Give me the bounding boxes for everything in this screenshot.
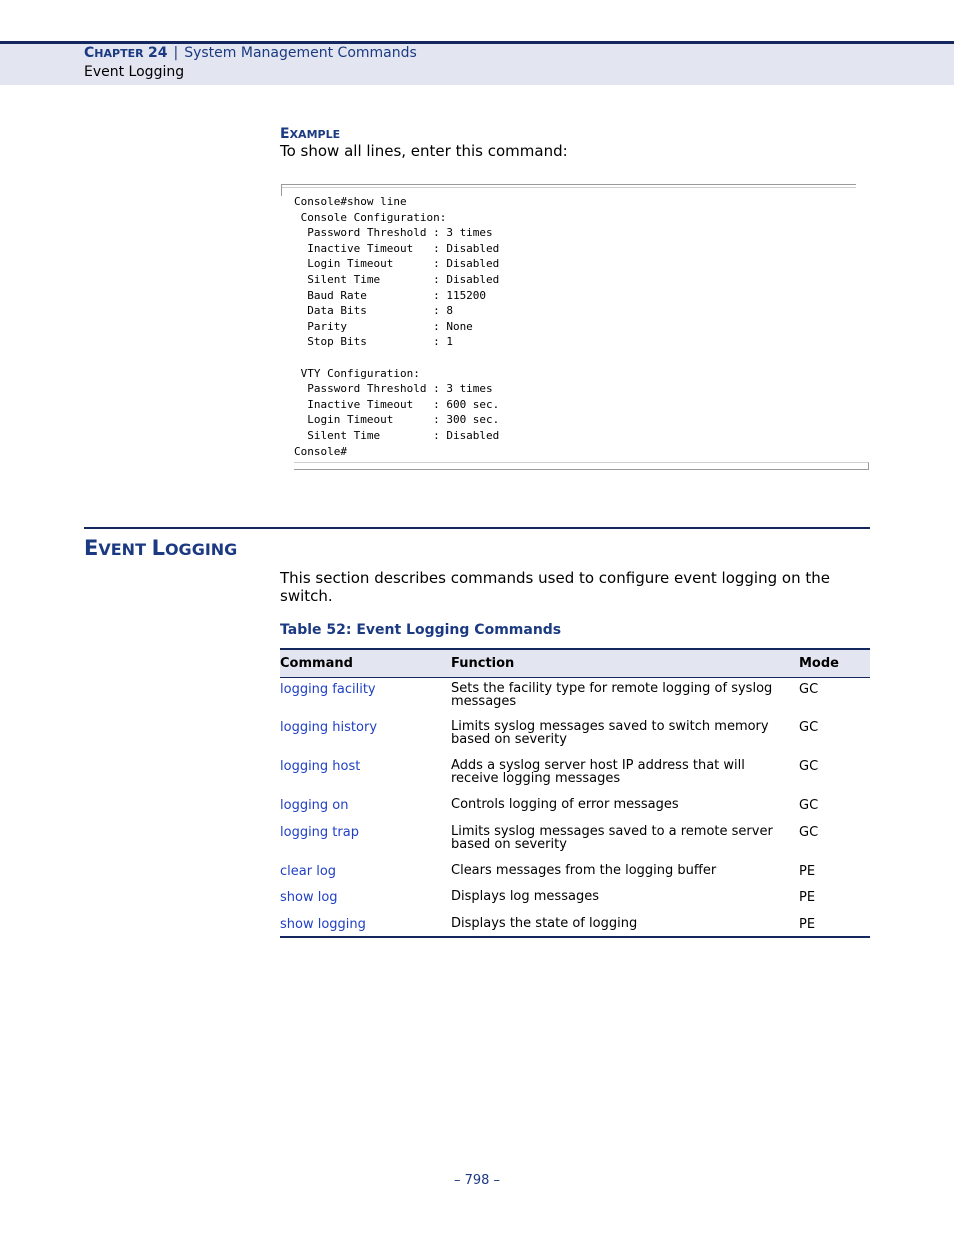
function-cell: [451, 821, 799, 860]
section-title-rest-2: OGGING: [164, 540, 238, 559]
command-link[interactable]: logging host: [280, 759, 361, 774]
example-text: To show all lines, enter this command:: [280, 142, 568, 160]
example-heading-rest: XAMPLE: [289, 128, 341, 141]
mode-cell: GC: [799, 681, 819, 697]
event-logging-commands-table: [280, 648, 870, 938]
code-box-left-rule: [281, 184, 284, 196]
code-line: Stop Bits : 1: [294, 335, 453, 349]
code-line: Data Bits : 8: [294, 304, 453, 318]
code-line: Silent Time : Disabled: [294, 428, 500, 442]
mode-cell: PE: [799, 913, 870, 937]
command-link[interactable]: logging trap: [280, 825, 359, 840]
code-line: [294, 350, 499, 366]
command-cell: [280, 677, 451, 716]
command-link[interactable]: show log: [280, 890, 338, 905]
function-cell: [451, 913, 799, 937]
code-box-bottom-rule: [294, 462, 869, 470]
code-listing: [294, 194, 499, 459]
command-link[interactable]: clear log: [280, 864, 337, 879]
function-cell: [451, 886, 799, 913]
command-cell: [280, 755, 451, 794]
chapter-initial: C: [84, 45, 95, 61]
table-row: [280, 886, 870, 913]
page-number: – 798 –: [453, 1173, 501, 1188]
code-line: Parity : None: [294, 319, 473, 333]
code-box-top-rule: [281, 184, 856, 188]
table-row: [280, 860, 870, 886]
chapter-title: System Management Commands: [184, 45, 417, 61]
function-text: Displays log messages: [451, 889, 599, 904]
chapter-header: [84, 45, 417, 61]
column-header-mode: Mode: [799, 649, 870, 677]
table-row: [280, 755, 870, 794]
function-cell: [451, 794, 799, 821]
mode-cell: PE: [799, 864, 816, 879]
command-link[interactable]: logging on: [280, 798, 349, 813]
mode-cell: GC: [799, 759, 819, 774]
header-separator: |: [173, 45, 179, 61]
column-header-function: Function: [451, 649, 799, 677]
chapter-number: 24: [148, 45, 168, 61]
table-row: [280, 821, 870, 860]
code-example-box: [281, 184, 869, 472]
function-text: Clears messages from the logging buffer: [451, 863, 717, 878]
table-header-row: [280, 649, 870, 677]
command-link[interactable]: logging facility: [280, 681, 376, 697]
function-cell: [451, 677, 799, 716]
code-line: Inactive Timeout : 600 sec.: [294, 397, 500, 411]
section-title-initial-2: L: [151, 536, 165, 560]
section-title-initial-1: E: [84, 536, 99, 560]
header-section: Event Logging: [84, 64, 185, 80]
example-heading: [280, 123, 340, 142]
chapter-word: HAPTER: [94, 47, 144, 60]
code-line: Login Timeout : 300 sec.: [294, 413, 500, 427]
function-cell: [451, 755, 799, 794]
section-title-rest-1: VENT: [98, 540, 146, 559]
code-line: Login Timeout : Disabled: [294, 257, 500, 271]
command-link[interactable]: logging history: [280, 720, 378, 735]
table-row: [280, 913, 870, 937]
function-cell: [451, 716, 799, 755]
mode-cell: GC: [799, 798, 819, 813]
mode-cell: GC: [799, 720, 819, 735]
mode-cell: PE: [799, 890, 816, 905]
function-text: Limits syslog messages saved to a remote server based on severity: [451, 824, 773, 852]
code-line: Console#: [294, 444, 347, 458]
function-cell: [451, 860, 799, 886]
section-intro: This section describes commands used to configure event logging on the switch.: [280, 569, 830, 605]
code-line: Console#show line: [294, 195, 407, 208]
code-line: Baud Rate : 115200: [294, 288, 487, 302]
function-text: Controls logging of error messages: [451, 797, 679, 812]
command-link[interactable]: show logging: [280, 917, 366, 932]
code-line: Password Threshold : 3 times: [294, 382, 493, 396]
code-line: VTY Configuration:: [294, 366, 420, 380]
command-cell: [280, 886, 451, 913]
function-text: Adds a syslog server host IP address that will receive logging messages: [451, 758, 745, 786]
column-header-command: Command: [280, 649, 451, 677]
command-cell: [280, 821, 451, 860]
table-row: [280, 716, 870, 755]
function-text: Displays the state of logging: [451, 916, 638, 931]
function-text: Limits syslog messages saved to switch memory based on severity: [451, 719, 769, 747]
command-cell: [280, 794, 451, 821]
command-cell: [280, 860, 451, 886]
section-rule: [84, 527, 870, 529]
code-line: Inactive Timeout : Disabled: [294, 241, 500, 255]
code-line: Console Configuration:: [294, 210, 447, 224]
function-text: Sets the facility type for remote logging of syslog messages: [451, 680, 773, 709]
section-title: [84, 536, 237, 560]
table-caption: Table 52: Event Logging Commands: [280, 622, 562, 638]
code-line: Silent Time : Disabled: [294, 272, 500, 286]
table-body: [280, 677, 870, 937]
table-row: [280, 794, 870, 821]
command-cell: [280, 716, 451, 755]
table-row: [280, 677, 870, 716]
mode-cell: GC: [799, 825, 819, 840]
example-heading-initial: E: [280, 126, 290, 142]
command-cell: [280, 913, 451, 937]
code-line: Password Threshold : 3 times: [294, 226, 493, 240]
